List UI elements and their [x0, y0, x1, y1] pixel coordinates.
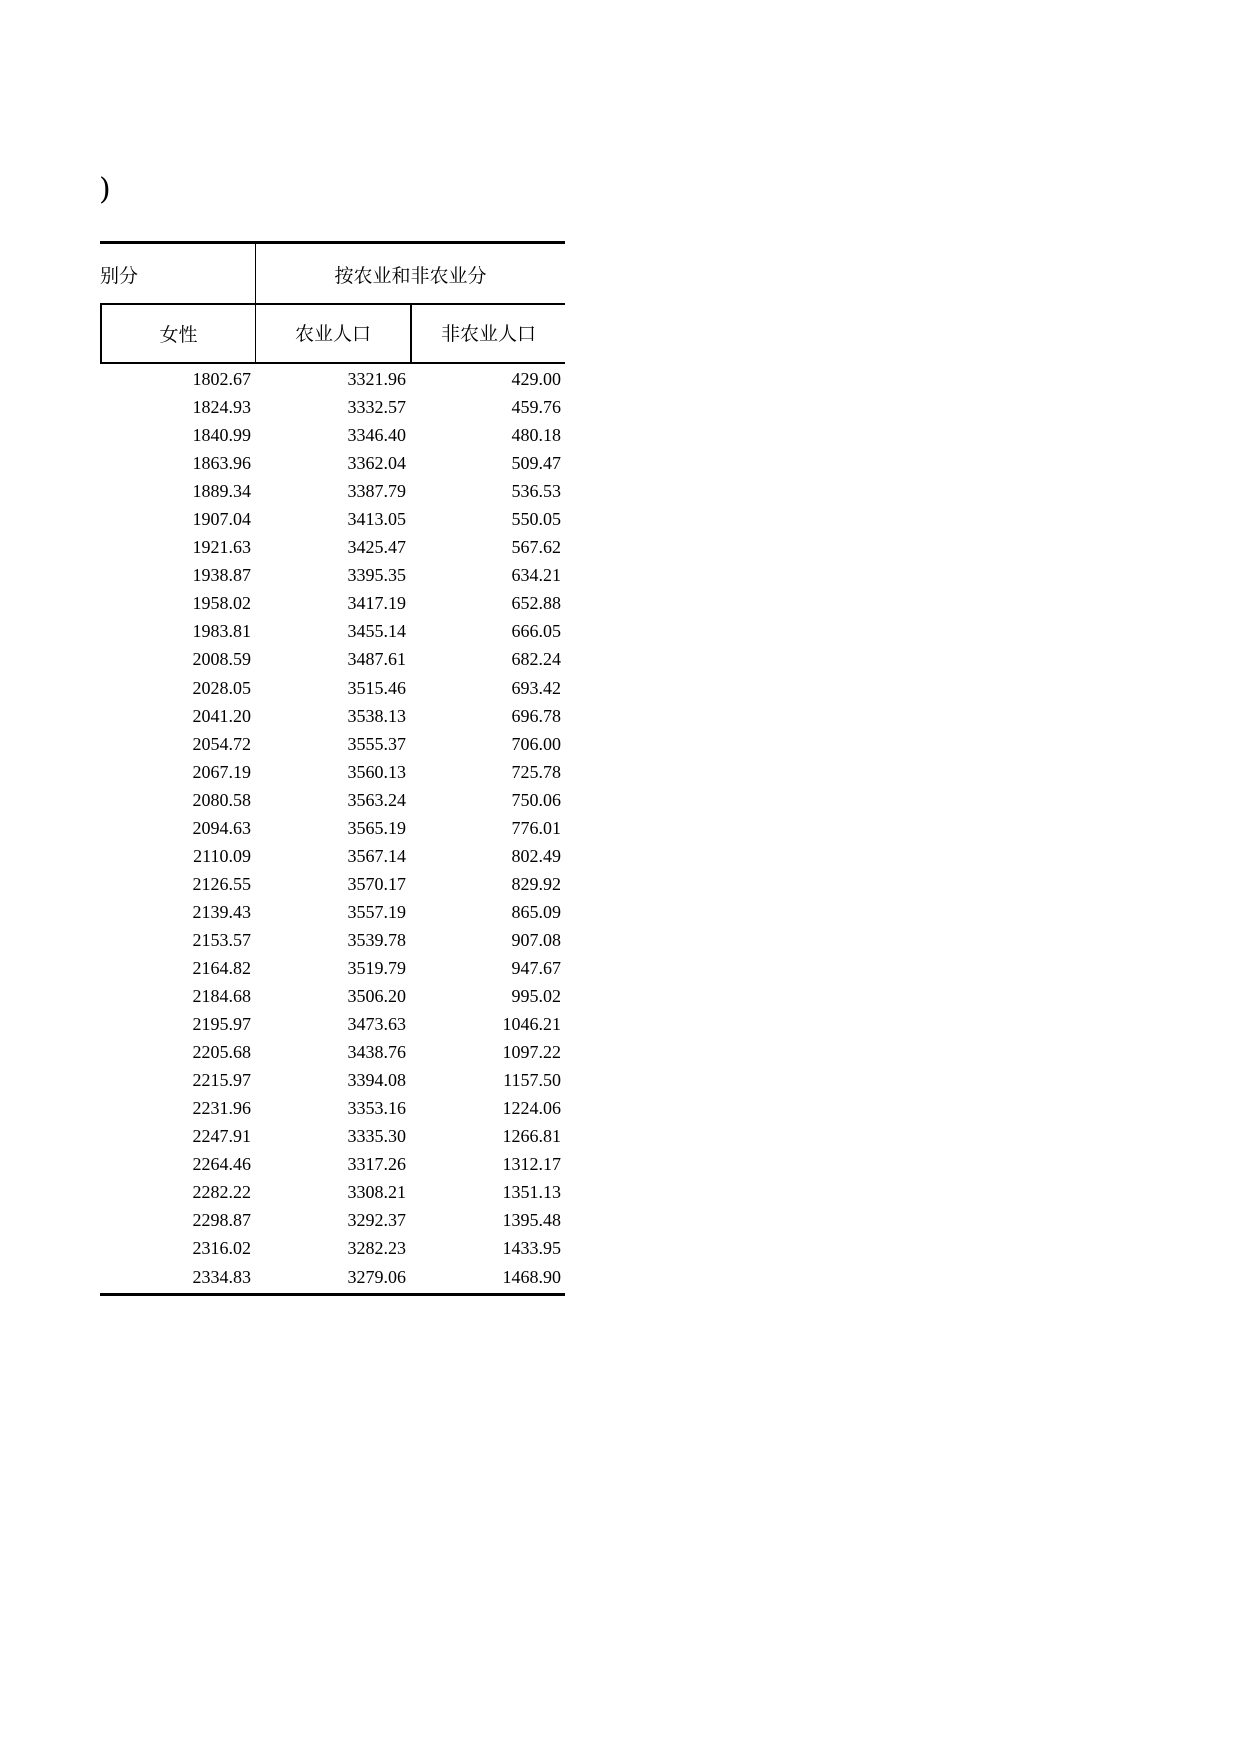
- cell-female: 1802.67: [192, 369, 251, 389]
- table-row: [100, 1038, 565, 1066]
- cell-non-agricultural: 750.06: [511, 789, 561, 810]
- table-row: [100, 1206, 565, 1234]
- table-row: [100, 477, 565, 505]
- table-row: [100, 814, 565, 842]
- cell-non-agricultural: 1312.17: [502, 1154, 561, 1175]
- cell-agricultural: 3557.19: [347, 901, 406, 922]
- cell-female: 2094.63: [192, 817, 251, 838]
- cell-female: 2153.57: [192, 929, 251, 950]
- table-row: [100, 533, 565, 561]
- cell-non-agricultural: 947.67: [511, 957, 561, 978]
- cell-non-agricultural: 725.78: [511, 761, 561, 782]
- cell-non-agricultural: 1046.21: [502, 1014, 561, 1035]
- cell-non-agricultural: 536.53: [511, 481, 561, 502]
- cell-female: 2215.97: [192, 1070, 251, 1091]
- cell-non-agricultural: 652.88: [511, 593, 561, 614]
- cell-non-agricultural: 1468.90: [502, 1266, 561, 1287]
- table-row: [100, 1150, 565, 1178]
- cell-non-agricultural: 634.21: [511, 565, 561, 586]
- cell-agricultural: 3473.63: [347, 1014, 406, 1035]
- cell-female: 2126.55: [192, 873, 251, 894]
- table-row: [100, 1094, 565, 1122]
- cell-agricultural: 3570.17: [347, 873, 406, 894]
- cell-female: 1863.96: [192, 453, 251, 474]
- cell-agricultural: 3308.21: [347, 1182, 406, 1203]
- column-header-female: 女性: [100, 303, 255, 364]
- table-row: [100, 1066, 565, 1094]
- cell-non-agricultural: 865.09: [511, 901, 561, 922]
- cell-agricultural: 3515.46: [347, 677, 406, 698]
- cell-non-agricultural: 696.78: [511, 705, 561, 726]
- table-row: [100, 1263, 565, 1291]
- cell-female: 1889.34: [192, 481, 251, 502]
- cell-non-agricultural: 1157.50: [503, 1070, 561, 1091]
- cell-non-agricultural: 682.24: [511, 649, 561, 670]
- cell-non-agricultural: 776.01: [511, 817, 561, 838]
- cell-female: 1983.81: [192, 621, 251, 642]
- cell-female: 2298.87: [192, 1210, 251, 1231]
- cell-agricultural: 3292.37: [347, 1210, 406, 1231]
- cell-female: 2231.96: [192, 1098, 251, 1119]
- table-row: [100, 870, 565, 898]
- cell-agricultural: 3506.20: [347, 986, 406, 1007]
- cell-agricultural: 3362.04: [347, 453, 406, 474]
- cell-female: 2139.43: [192, 901, 251, 922]
- cell-agricultural: 3565.19: [347, 817, 406, 838]
- table-row: [100, 505, 565, 533]
- table-row: [100, 645, 565, 673]
- cell-agricultural: 3567.14: [347, 845, 406, 866]
- cell-agricultural: 3321.96: [347, 369, 406, 389]
- cell-female: 2067.19: [192, 761, 251, 782]
- cell-female: 2184.68: [192, 986, 251, 1007]
- table-row: [100, 926, 565, 954]
- title-fragment: ): [99, 172, 111, 207]
- cell-non-agricultural: 693.42: [511, 677, 561, 698]
- column-header-non-agricultural: 非农业人口: [410, 303, 565, 364]
- cell-agricultural: 3279.06: [347, 1266, 406, 1287]
- cell-non-agricultural: 995.02: [511, 986, 561, 1007]
- cell-non-agricultural: 429.00: [511, 369, 561, 389]
- cell-female: 2205.68: [192, 1042, 251, 1063]
- cell-female: 2041.20: [192, 705, 251, 726]
- cell-non-agricultural: 550.05: [511, 509, 561, 530]
- table-row: [100, 842, 565, 870]
- table-row: [100, 1010, 565, 1038]
- table-row: [100, 954, 565, 982]
- cell-agricultural: 3438.76: [347, 1042, 406, 1063]
- cell-non-agricultural: 907.08: [511, 929, 561, 950]
- table-row: [100, 898, 565, 926]
- cell-female: 1824.93: [192, 397, 251, 418]
- table-bottom-rule: [100, 1293, 565, 1296]
- header-row-columns: [100, 303, 565, 364]
- cell-female: 2080.58: [192, 789, 251, 810]
- cell-female: 1907.04: [192, 509, 251, 530]
- table-body: [100, 365, 565, 1291]
- cell-agricultural: 3519.79: [347, 957, 406, 978]
- table-row: [100, 730, 565, 758]
- cell-female: 1840.99: [192, 425, 251, 446]
- header-row-group: [100, 244, 565, 304]
- cell-agricultural: 3539.78: [347, 929, 406, 950]
- cell-female: 1938.87: [192, 565, 251, 586]
- cell-agricultural: 3487.61: [347, 649, 406, 670]
- cell-female: 2164.82: [192, 957, 251, 978]
- table-row: [100, 365, 565, 393]
- table-row: [100, 1234, 565, 1262]
- cell-agricultural: 3563.24: [347, 789, 406, 810]
- cell-female: 2264.46: [192, 1154, 251, 1175]
- cell-non-agricultural: 706.00: [511, 733, 561, 754]
- cell-agricultural: 3560.13: [347, 761, 406, 782]
- cell-non-agricultural: 480.18: [511, 425, 561, 446]
- cell-female: 2110.09: [193, 845, 251, 866]
- table-row: [100, 421, 565, 449]
- cell-agricultural: 3394.08: [347, 1070, 406, 1091]
- cell-non-agricultural: 1224.06: [502, 1098, 561, 1119]
- cell-non-agricultural: 666.05: [511, 621, 561, 642]
- cell-female: 2282.22: [192, 1182, 251, 1203]
- cell-agricultural: 3555.37: [347, 733, 406, 754]
- table-row: [100, 393, 565, 421]
- cell-non-agricultural: 1433.95: [502, 1238, 561, 1259]
- column-header-agricultural: 农业人口: [255, 303, 410, 364]
- table-row: [100, 758, 565, 786]
- cell-female: 2195.97: [192, 1014, 251, 1035]
- header-group-sex: 别分: [100, 264, 139, 287]
- cell-agricultural: 3417.19: [347, 593, 406, 614]
- cell-female: 2334.83: [192, 1266, 251, 1287]
- table-row: [100, 982, 565, 1010]
- cell-agricultural: 3353.16: [347, 1098, 406, 1119]
- header-group-agri-nonagri: 按农业和非农业分: [255, 244, 565, 304]
- cell-female: 2008.59: [192, 649, 251, 670]
- cell-agricultural: 3332.57: [347, 397, 406, 418]
- table-row: [100, 674, 565, 702]
- cell-agricultural: 3317.26: [347, 1154, 406, 1175]
- cell-agricultural: 3425.47: [347, 537, 406, 558]
- table-row: [100, 561, 565, 589]
- cell-female: 2028.05: [192, 677, 251, 698]
- cell-non-agricultural: 1395.48: [502, 1210, 561, 1231]
- table-row: [100, 449, 565, 477]
- cell-agricultural: 3413.05: [347, 509, 406, 530]
- cell-female: 1958.02: [192, 593, 251, 614]
- cell-non-agricultural: 1351.13: [502, 1182, 561, 1203]
- cell-agricultural: 3538.13: [347, 705, 406, 726]
- table-row: [100, 702, 565, 730]
- cell-non-agricultural: 459.76: [511, 397, 561, 418]
- cell-non-agricultural: 829.92: [511, 873, 561, 894]
- cell-female: 2316.02: [192, 1238, 251, 1259]
- cell-agricultural: 3335.30: [347, 1126, 406, 1147]
- cell-agricultural: 3395.35: [347, 565, 406, 586]
- table-row: [100, 617, 565, 645]
- cell-non-agricultural: 1097.22: [502, 1042, 561, 1063]
- cell-female: 2054.72: [192, 733, 251, 754]
- cell-non-agricultural: 567.62: [511, 537, 561, 558]
- cell-agricultural: 3387.79: [347, 481, 406, 502]
- table-row: [100, 589, 565, 617]
- cell-female: 2247.91: [192, 1126, 251, 1147]
- cell-agricultural: 3455.14: [347, 621, 406, 642]
- table-row: [100, 786, 565, 814]
- cell-agricultural: 3346.40: [347, 425, 406, 446]
- table-row: [100, 1122, 565, 1150]
- table-row: [100, 1178, 565, 1206]
- cell-non-agricultural: 1266.81: [502, 1126, 561, 1147]
- cell-non-agricultural: 509.47: [511, 453, 561, 474]
- cell-female: 1921.63: [192, 537, 251, 558]
- cell-agricultural: 3282.23: [347, 1238, 406, 1259]
- cell-non-agricultural: 802.49: [511, 845, 561, 866]
